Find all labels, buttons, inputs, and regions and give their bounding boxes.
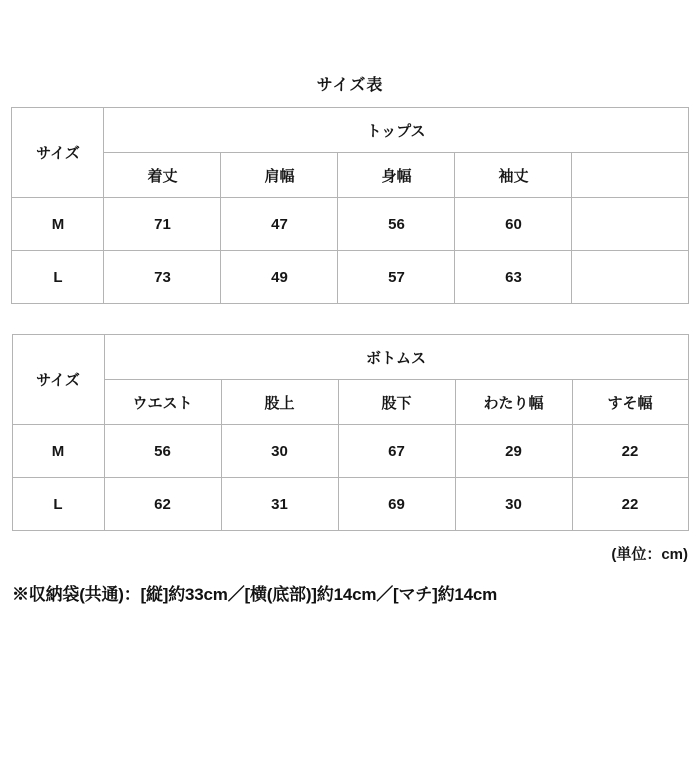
tops-cell-value — [572, 251, 688, 304]
tops-cell-value: 60 — [455, 198, 572, 251]
tops-cell-value: 56 — [338, 198, 455, 251]
bottoms-cell-value: 22 — [572, 478, 688, 531]
tops-column-header: 着丈 — [104, 153, 221, 198]
bottoms-column-header: 股下 — [338, 380, 455, 425]
tops-size-table — [11, 107, 688, 304]
tops-cell-value: 63 — [455, 251, 572, 304]
bottoms-row-size: M — [12, 425, 104, 478]
tops-cell-value: 47 — [221, 198, 338, 251]
tops-column-header — [572, 153, 688, 198]
table-row — [12, 478, 688, 531]
footer-note: ※収納袋(共通)：[縦]約33cm／[横(底部)]約14cm／[マチ]約14cm — [12, 585, 498, 604]
bottoms-cell-value: 62 — [104, 478, 221, 531]
bottoms-cell-value: 30 — [455, 478, 572, 531]
bottoms-column-header: ウエスト — [104, 380, 221, 425]
bottoms-column-header: 股上 — [221, 380, 338, 425]
table-row — [12, 153, 688, 198]
tops-cell-value: 57 — [338, 251, 455, 304]
table-row — [12, 425, 688, 478]
bottoms-column-header: すそ幅 — [572, 380, 688, 425]
bottoms-cell-value: 67 — [338, 425, 455, 478]
tops-column-header: 袖丈 — [455, 153, 572, 198]
table-row — [12, 380, 688, 425]
tops-row-size: L — [12, 251, 104, 304]
tops-cell-value: 49 — [221, 251, 338, 304]
bottoms-cell-value: 22 — [572, 425, 688, 478]
tops-column-header: 身幅 — [338, 153, 455, 198]
bottoms-column-header: わたり幅 — [455, 380, 572, 425]
page-title: サイズ表 — [316, 77, 384, 94]
tops-size-header: サイズ — [12, 108, 104, 198]
tops-cell-value: 73 — [104, 251, 221, 304]
table-row — [12, 198, 688, 251]
unit-note: (単位：cm) — [611, 546, 688, 563]
size-chart-page — [0, 72, 700, 772]
bottoms-group-header: ボトムス — [104, 335, 688, 380]
table-row — [12, 108, 688, 153]
tops-cell-value: 71 — [104, 198, 221, 251]
tops-cell-value — [572, 198, 688, 251]
bottoms-size-header: サイズ — [12, 335, 104, 425]
bottoms-cell-value: 69 — [338, 478, 455, 531]
bottoms-cell-value: 56 — [104, 425, 221, 478]
tops-group-header: トップス — [104, 108, 688, 153]
bottoms-cell-value: 30 — [221, 425, 338, 478]
tops-row-size: M — [12, 198, 104, 251]
table-row — [12, 251, 688, 304]
bottoms-row-size: L — [12, 478, 104, 531]
bottoms-cell-value: 29 — [455, 425, 572, 478]
bottoms-size-table — [12, 334, 689, 531]
table-row — [12, 335, 688, 380]
tops-column-header: 肩幅 — [221, 153, 338, 198]
bottoms-cell-value: 31 — [221, 478, 338, 531]
table-spacer — [0, 304, 700, 334]
